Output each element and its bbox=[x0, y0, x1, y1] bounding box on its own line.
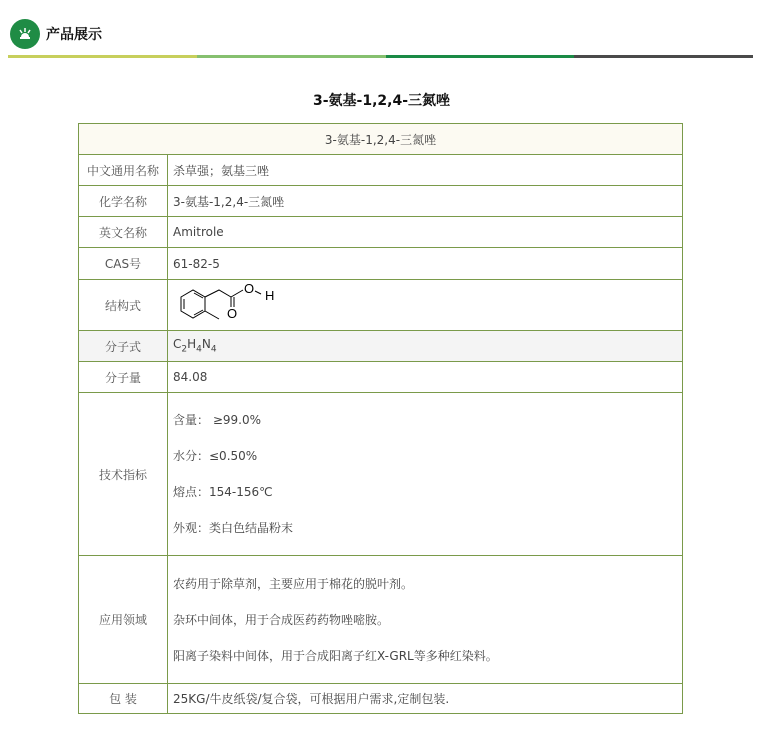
spec-line: 水分：≤0.50% bbox=[173, 449, 258, 463]
divider bbox=[8, 55, 197, 58]
tech-specs bbox=[168, 393, 683, 556]
row-label: 分子量 bbox=[79, 362, 168, 393]
row-label: 化学名称 bbox=[79, 186, 168, 217]
divider bbox=[386, 55, 574, 58]
formula-part: H bbox=[187, 337, 197, 352]
structure-image bbox=[168, 280, 683, 331]
spec-line: 外观：类白色结晶粉末 bbox=[173, 521, 294, 535]
row-label: 中文通用名称 bbox=[79, 155, 168, 186]
page-title: 3-氨基-1,2,4-三氮唑 bbox=[312, 93, 451, 109]
row-label: 技术指标 bbox=[79, 393, 168, 556]
oxygen-label: O bbox=[227, 305, 238, 321]
molecular-formula bbox=[168, 331, 683, 362]
row-value: 25KG/牛皮纸袋/复合袋，可根据用户需求,定制包装. bbox=[168, 684, 683, 714]
application-line: 阳离子染料中间体，用于合成阳离子红X-GRL等多种红染料。 bbox=[173, 648, 498, 663]
hydrogen-label: H bbox=[265, 287, 275, 303]
row-value: Amitrole bbox=[168, 217, 683, 248]
row-label: 应用领域 bbox=[79, 556, 168, 684]
section-header bbox=[10, 19, 102, 49]
spec-line: 熔点：154-156℃ bbox=[173, 485, 273, 499]
spec-line: 含量： ≥99.0% bbox=[173, 413, 261, 427]
row-label: 英文名称 bbox=[79, 217, 168, 248]
formula-part: C bbox=[173, 337, 182, 352]
row-value: 3-氨基-1,2,4-三氮唑 bbox=[168, 186, 683, 217]
applications bbox=[168, 556, 683, 684]
table-caption: 3-氨基-1,2,4-三氮唑 bbox=[79, 124, 683, 155]
application-line: 杂环中间体，用于合成医药药物唑嘧胺。 bbox=[173, 612, 390, 627]
row-value: 杀草强；氨基三唑 bbox=[168, 155, 683, 186]
formula-sub: 4 bbox=[196, 344, 202, 355]
row-label: 包 装 bbox=[79, 684, 168, 714]
formula-sub: 2 bbox=[181, 344, 188, 355]
row-value: 61-82-5 bbox=[168, 248, 683, 280]
row-label: CAS号 bbox=[79, 248, 168, 280]
sunrise-icon bbox=[10, 19, 40, 49]
application-line: 农药用于除草剂，主要应用于棉花的脱叶剂。 bbox=[173, 576, 414, 591]
row-label: 分子式 bbox=[79, 331, 168, 362]
section-title: 产品展示 bbox=[46, 27, 102, 43]
oxygen-label: O bbox=[244, 280, 255, 296]
formula-sub: 4 bbox=[210, 344, 217, 355]
product-spec-table bbox=[78, 123, 683, 714]
divider bbox=[574, 55, 753, 58]
formula-part: N bbox=[201, 337, 211, 352]
row-value: 84.08 bbox=[168, 362, 683, 393]
divider bbox=[197, 55, 386, 58]
row-label: 结构式 bbox=[79, 280, 168, 331]
